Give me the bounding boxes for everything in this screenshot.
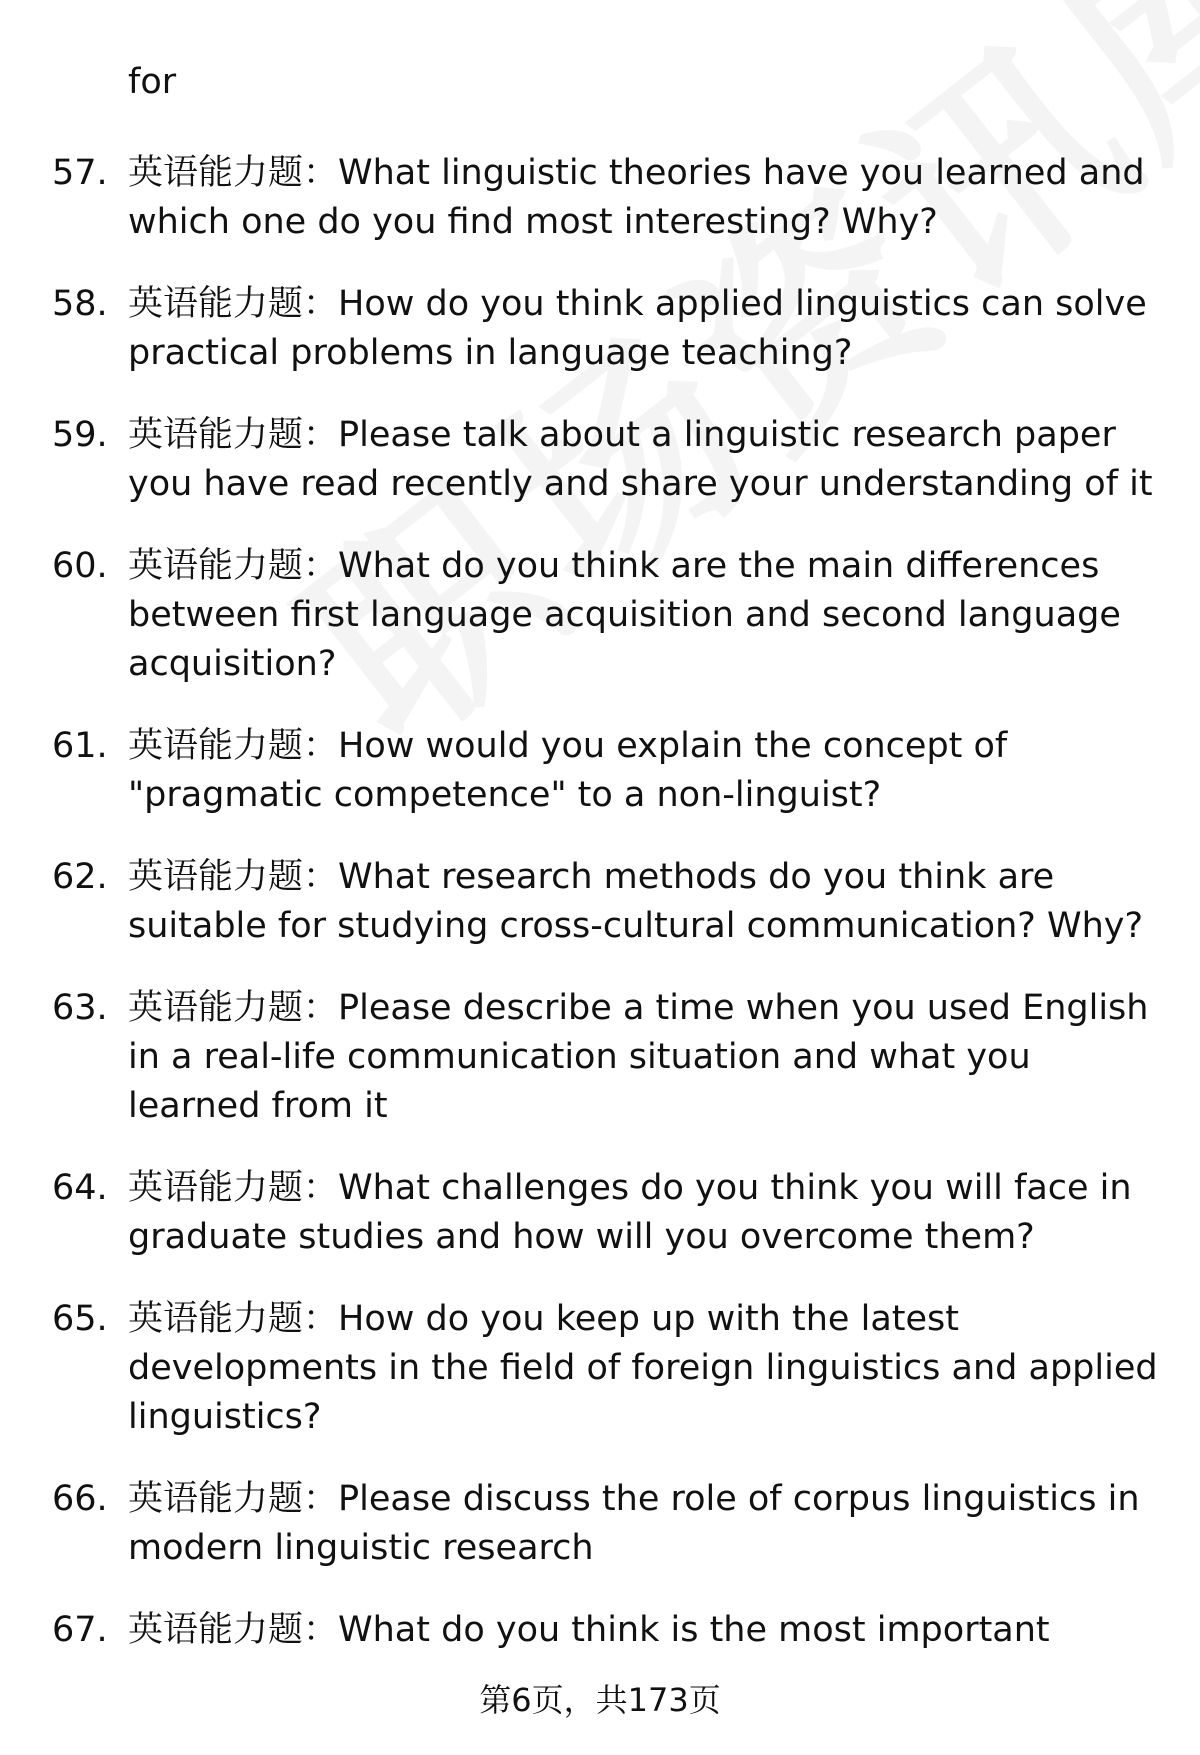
question-item bbox=[0, 542, 1200, 689]
question-number: 62. bbox=[52, 857, 108, 897]
question-text: Please discuss the role of corpus linguistics in modern linguistic research bbox=[128, 1479, 1140, 1568]
question-text: Please talk about a linguistic research paper you have read recently and share your understanding of it bbox=[128, 415, 1153, 504]
carry-over-text: for bbox=[128, 62, 177, 102]
question-text: Please describe a time when you used English in a real-life communication situation and what you learned from it bbox=[128, 988, 1149, 1126]
page-footer: 第6页，共173页 bbox=[479, 1681, 721, 1719]
question-category: 英语能力题： bbox=[128, 1610, 339, 1650]
question-text: What linguistic theories have you learned and which one do you find most interesting? Why? bbox=[128, 153, 1145, 242]
question-item bbox=[0, 149, 1200, 247]
question-item bbox=[0, 1606, 1200, 1655]
question-item bbox=[0, 853, 1200, 951]
question-item bbox=[0, 1295, 1200, 1442]
question-item bbox=[0, 1164, 1200, 1262]
question-list bbox=[0, 58, 1200, 1688]
question-number: 58. bbox=[52, 284, 108, 324]
question-text: How do you keep up with the latest developments in the field of foreign linguistics and applied linguistics? bbox=[128, 1299, 1158, 1437]
question-category: 英语能力题： bbox=[128, 546, 339, 586]
question-category: 英语能力题： bbox=[128, 153, 339, 193]
question-category: 英语能力题： bbox=[128, 857, 339, 897]
question-number: 57. bbox=[52, 153, 108, 193]
question-item bbox=[0, 280, 1200, 378]
question-number: 61. bbox=[52, 726, 108, 766]
question-text: What research methods do you think are suitable for studying cross-cultural communication? Why? bbox=[128, 857, 1144, 946]
question-number: 63. bbox=[52, 988, 108, 1028]
question-text: What do you think is the most important bbox=[338, 1610, 1050, 1650]
question-number: 67. bbox=[52, 1610, 108, 1650]
question-number: 65. bbox=[52, 1299, 108, 1339]
question-text: What challenges do you think you will face in graduate studies and how will you overcome them? bbox=[128, 1168, 1132, 1257]
question-category: 英语能力题： bbox=[128, 1479, 339, 1519]
question-number: 59. bbox=[52, 415, 108, 455]
question-item bbox=[0, 984, 1200, 1131]
question-category: 英语能力题： bbox=[128, 988, 339, 1028]
question-number: 66. bbox=[52, 1479, 108, 1519]
question-category: 英语能力题： bbox=[128, 284, 339, 324]
question-category: 英语能力题： bbox=[128, 1299, 339, 1339]
question-text: How would you explain the concept of "pragmatic competence" to a non-linguist? bbox=[128, 726, 1008, 815]
question-number: 64. bbox=[52, 1168, 108, 1208]
question-number: 60. bbox=[52, 546, 108, 586]
question-category: 英语能力题： bbox=[128, 1168, 339, 1208]
question-item bbox=[0, 722, 1200, 820]
question-text: How do you think applied linguistics can solve practical problems in language teaching? bbox=[128, 284, 1147, 373]
question-text: What do you think are the main differences between first language acquisition and second language acquisition? bbox=[128, 546, 1121, 684]
question-item bbox=[0, 1475, 1200, 1573]
question-category: 英语能力题： bbox=[128, 415, 339, 455]
question-item bbox=[0, 411, 1200, 509]
question-category: 英语能力题： bbox=[128, 726, 339, 766]
